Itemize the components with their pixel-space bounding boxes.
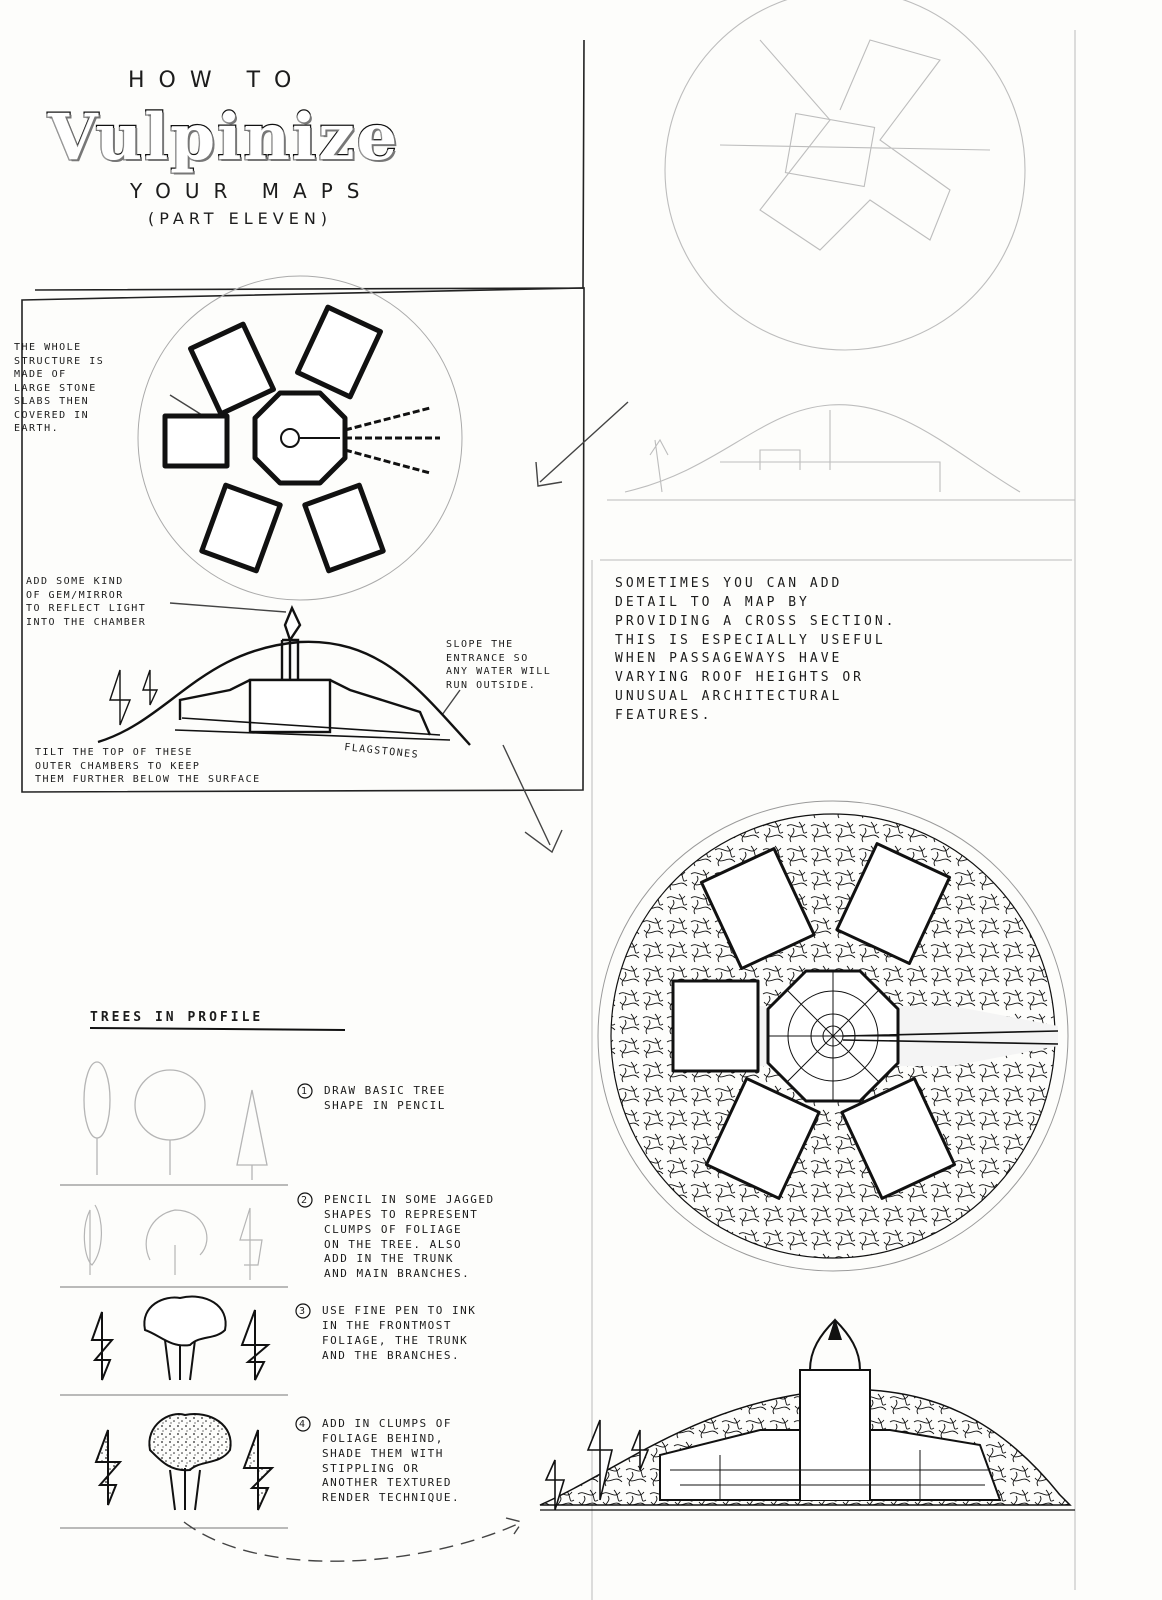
tree-stage-2 <box>84 1205 262 1280</box>
title-main: Vulpinize <box>48 100 400 175</box>
note-flagstones: FLAGSTONES <box>343 742 420 761</box>
step-3-number: 3 <box>299 1306 307 1317</box>
tree-stage-3 <box>92 1297 268 1380</box>
step-2-text: PENCIL IN SOME JAGGED SHAPES TO REPRESENT CLUMPS OF FOLIAGE ON THE TREE. ALSO ADD IN THE TRUNK AND MAIN BRANCHES. <box>324 1193 495 1281</box>
note-cross-section: SOMETIMES YOU CAN ADD DETAIL TO A MAP BY PROVIDING A CROSS SECTION. THIS IS ESPECIALLY USEFUL WHEN PASSAGEWAYS HAVE VARYING ROOF HEIGHTS OR UNUSUAL ARCHITECTURAL FEATURES. <box>615 576 897 723</box>
arrows <box>170 395 628 1561</box>
nw-chamber <box>191 324 274 414</box>
title-line3: YOUR MAPS <box>130 179 374 203</box>
map-west-chamber <box>673 981 758 1071</box>
stone-plan-view <box>138 276 462 600</box>
west-chamber <box>165 416 227 466</box>
se-chamber <box>305 485 383 571</box>
step-3-text: USE FINE PEN TO INK IN THE FRONTMOST FOLIAGE, THE TRUNK AND THE BRANCHES. <box>322 1304 477 1362</box>
cross-section-inked <box>98 608 470 745</box>
step-1-number: 1 <box>301 1086 309 1097</box>
step-4-text: ADD IN CLUMPS OF FOLIAGE BEHIND, SHADE THEM WITH STIPPLING OR ANOTHER TEXTURED RENDER TECHNIQUE. <box>322 1417 461 1505</box>
tree-stage-1 <box>84 1062 267 1180</box>
note-stone: THE WHOLE STRUCTURE IS MADE OF LARGE STONE SLABS THEN COVERED IN EARTH. <box>14 342 105 434</box>
pencil-sketch-section <box>625 405 1020 492</box>
tree-stage-4 <box>96 1414 272 1510</box>
ne-chamber <box>298 307 381 397</box>
pencil-sketch-plan <box>665 0 1025 350</box>
title-line4: (PART ELEVEN) <box>148 209 333 228</box>
step-1-text: DRAW BASIC TREE SHAPE IN PENCIL <box>324 1084 446 1112</box>
note-slope: SLOPE THE ENTRANCE SO ANY WATER WILL RUN OUTSIDE. <box>446 639 552 691</box>
sw-chamber <box>202 485 280 571</box>
inked-cross-section <box>540 1318 1075 1510</box>
title-line1: HOW TO <box>128 68 306 93</box>
step-4-number: 4 <box>299 1419 307 1430</box>
trees-heading: TREES IN PROFILE <box>90 1010 264 1025</box>
step-2-number: 2 <box>301 1195 309 1206</box>
note-gem: ADD SOME KIND OF GEM/MIRROR TO REFLECT LIGHT INTO THE CHAMBER <box>26 576 147 628</box>
note-tilt: TILT THE TOP OF THESE OUTER CHAMBERS TO KEEP THEM FURTHER BELOW THE SURFACE <box>35 747 261 785</box>
step-circles <box>296 1084 312 1431</box>
inked-foliage-map <box>598 801 1068 1271</box>
